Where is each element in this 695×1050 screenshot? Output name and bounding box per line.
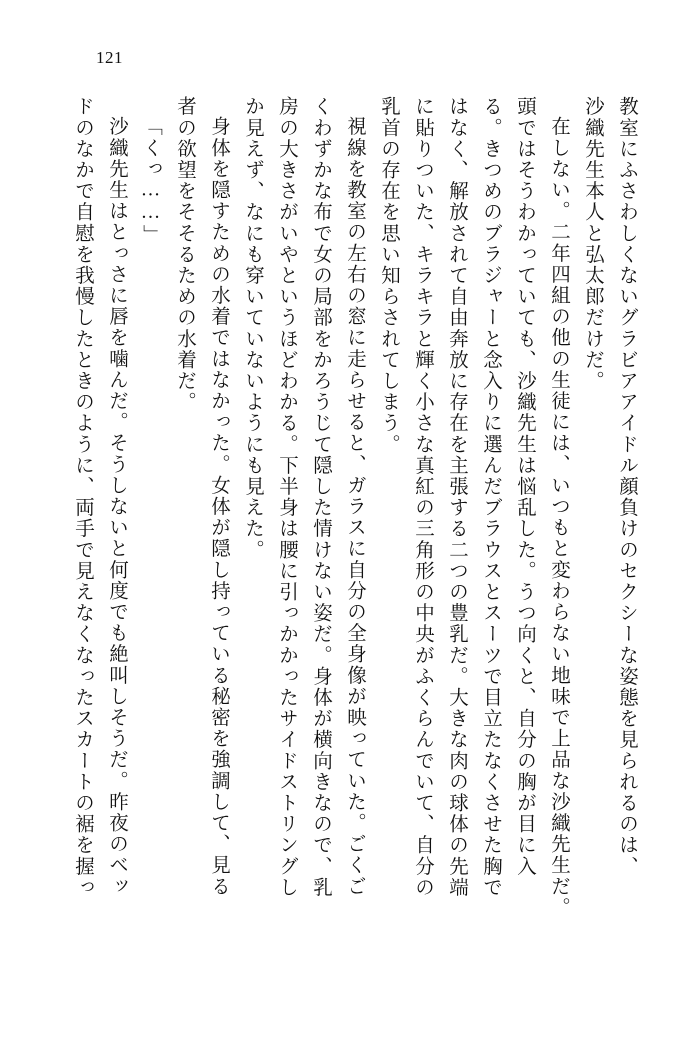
text-line: 乳首の存在を思い知らされてしまう。: [378, 96, 399, 455]
text-line: 沙織先生はとっさに唇を噛んだ。そうしないと何度でも絶叫しそうだ。昨夜のベッ: [106, 116, 127, 897]
text-line: くわずかな布で女の局部をかろうじて隠した情けない姿だ。身体が横向きなので、乳: [310, 96, 331, 898]
text-line: に貼りついた、キラキラと輝く小さな真紅の三角形の中央がふくらんでいて、自分の: [412, 96, 433, 898]
text-line: 者の欲望をそそるための水着だ。: [174, 96, 195, 413]
text-line: 頭ではそうわかっていても、沙織先生は悩乱した。うつ向くと、自分の胸が目に入: [514, 96, 535, 877]
text-line: か見えず、なにも穿いていないようにも見えた。: [242, 96, 263, 561]
text-line: 視線を教室の左右の窓に走らせると、ガラスに自分の全身像が映っていた。ごくご: [344, 116, 365, 897]
text-line: 身体を隠すための水着ではなかった。女体が隠し持っている秘密を強調して、見る: [208, 116, 229, 897]
text-line: 「くっ……」: [140, 116, 161, 246]
text-line: 教室にふさわしくないグラビアアイドル顔負けのセクシーな姿態を見られるのは、: [616, 96, 637, 877]
text-line: 房の大きさがいやというほどわかる。下半身は腰に引っかかったサイドストリングし: [276, 96, 297, 898]
text-line: ドのなかで自慰を我慢したときのように、両手で見えなくなったスカートの裾を握っ: [72, 96, 93, 898]
body-text-block: [58, 96, 643, 976]
text-line: 在しない。二年四組の他の生徒には、いつもと変わらない地味で上品な沙織先生だ。: [548, 116, 569, 918]
text-line: 沙織先生本人と弘太郎だけだ。: [582, 96, 603, 392]
text-line: はなく、解放されて自由奔放に存在を主張する二つの豊乳だ。大きな肉の球体の先端: [446, 96, 467, 898]
text-line: る。きつめのブラジャーと念入りに選んだブラウスとスーツで目立たなくさせた胸で: [480, 96, 501, 898]
page-number: 121: [96, 48, 123, 67]
